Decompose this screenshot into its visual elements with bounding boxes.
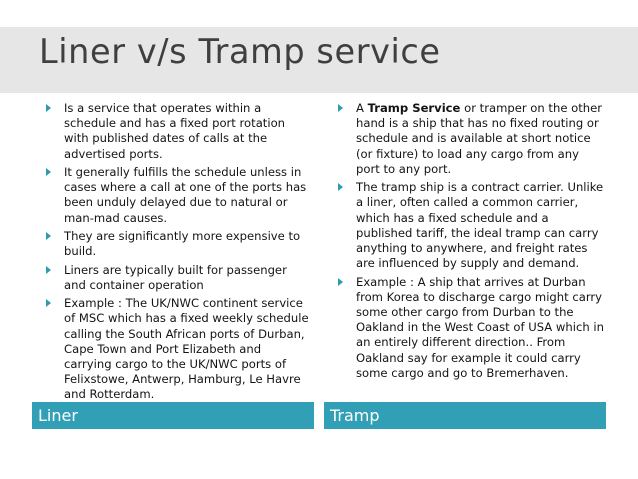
bullet-text: The tramp ship is a contract carrier. Unlike a liner, often called a common carrier, which has a fixed schedule and a published tariff, the ideal tramp can carry anything to anywhere, and freight rates are influenced by supply and demand. <box>356 180 604 271</box>
tramp-bullet-list <box>338 101 604 381</box>
bullet-text-rest: or tramper on the other hand is a ship that has no fixed routing or schedule and is available at short notice (or fixture) to load any cargo from any port to any port. <box>356 101 603 176</box>
bullet-text-prefix: A <box>356 101 368 115</box>
list-item <box>46 101 310 162</box>
list-item <box>46 296 310 402</box>
bullet-arrow-icon <box>46 104 51 112</box>
bullet-text: It generally fulfills the schedule unless in cases where a call at one of the ports has been unduly delayed due to natural or man-mad causes. <box>64 165 307 225</box>
bullet-arrow-icon <box>46 299 51 307</box>
bullet-text: Example : A ship that arrives at Durban from Korea to discharge cargo might carry some other cargo from Durban to the Oakland in the West Coast of USA which in an entirely different direction.. From Oakland say for example it could carry some cargo and go to Bremerhaven. <box>356 274 604 380</box>
bullet-arrow-icon <box>338 104 343 112</box>
bullet-text: Is a service that operates within a schedule and has a fixed port rotation with published dates of calls at the advertised ports. <box>64 101 286 161</box>
list-item <box>338 180 604 271</box>
list-item <box>46 165 310 226</box>
bullet-arrow-icon <box>46 266 51 274</box>
list-item <box>46 263 310 293</box>
slide-title: Liner v/s Tramp service <box>39 32 441 71</box>
bullet-arrow-icon <box>338 183 343 191</box>
liner-footer-label: Liner <box>32 402 314 429</box>
list-item <box>338 275 604 381</box>
list-item <box>46 229 310 259</box>
tramp-column <box>338 101 604 384</box>
list-item <box>338 101 604 177</box>
bullet-arrow-icon <box>46 168 51 176</box>
bullet-arrow-icon <box>46 232 51 240</box>
bullet-text-bold: Tramp Service <box>367 101 461 115</box>
bullet-arrow-icon <box>338 278 343 286</box>
bullet-text: Liners are typically built for passenger and container operation <box>64 262 287 292</box>
tramp-footer-label: Tramp <box>324 402 606 429</box>
liner-bullet-list <box>46 101 310 403</box>
liner-column <box>46 101 310 406</box>
bullet-text: Example : The UK/NWC continent service of MSC which has a fixed weekly schedule calling the South African ports of Durban, Cape Town and Port Elizabeth and carrying cargo to the UK/NWC ports of Felixstowe, Antwerp, Hamburg, Le Havre and Rotterdam. <box>64 296 309 402</box>
bullet-text: They are significantly more expensive to build. <box>64 229 301 259</box>
